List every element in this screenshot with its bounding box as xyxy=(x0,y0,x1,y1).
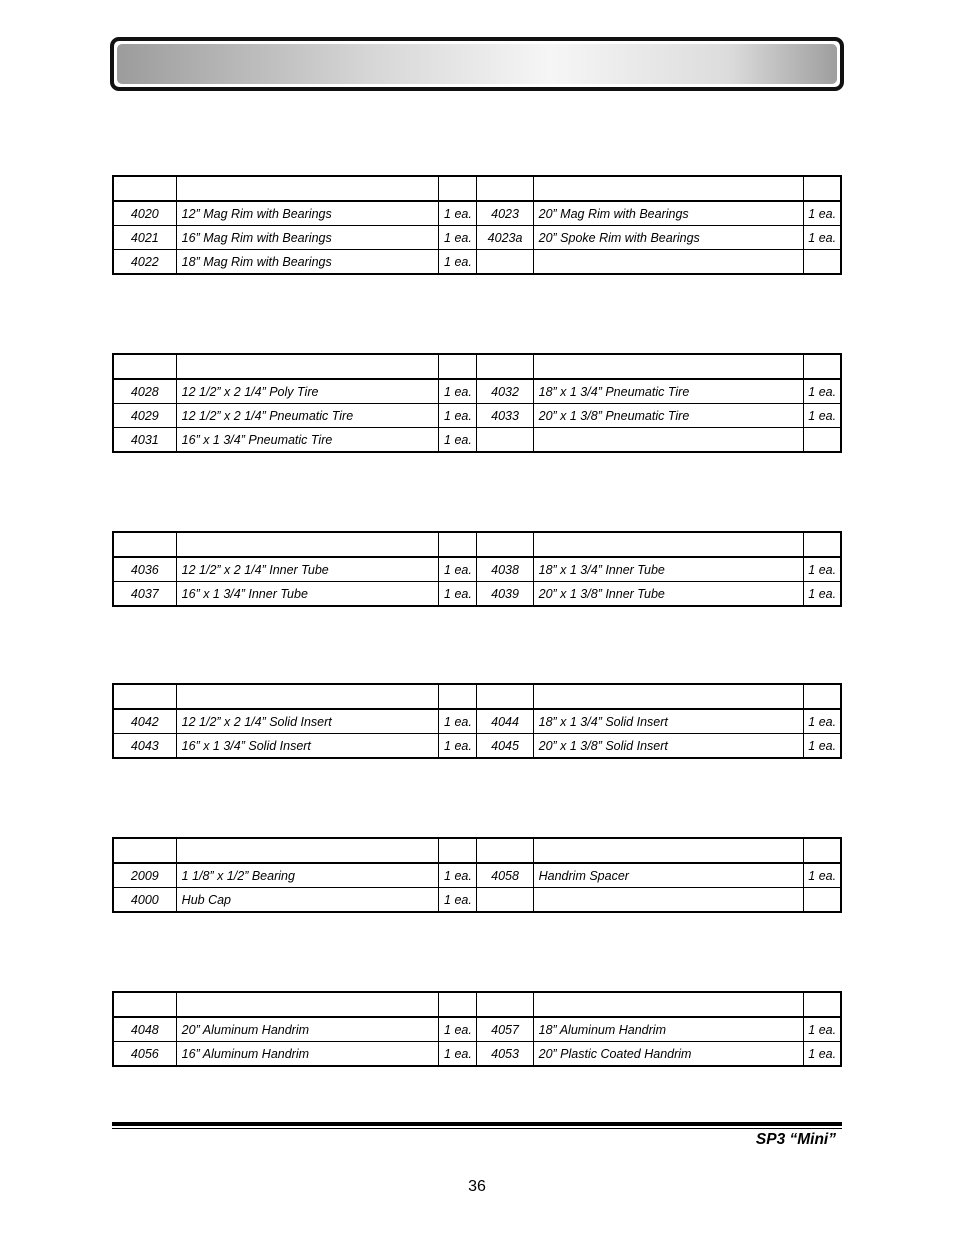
part-number-cell: 4036 xyxy=(113,557,176,582)
header-cell xyxy=(176,354,439,379)
part-description-cell: 20” Spoke Rim with Bearings xyxy=(533,226,804,250)
header-cell xyxy=(477,532,533,557)
table-header-row xyxy=(113,532,841,557)
part-number-cell: 4037 xyxy=(113,582,176,607)
part-number-cell: 4021 xyxy=(113,226,176,250)
part-description-cell: 18” Aluminum Handrim xyxy=(533,1017,804,1042)
part-quantity-cell: 1 ea. xyxy=(439,888,477,913)
table-row xyxy=(113,1017,841,1042)
table-row xyxy=(113,863,841,888)
table-header-row xyxy=(113,684,841,709)
part-quantity-cell: 1 ea. xyxy=(804,709,841,734)
header-cell xyxy=(804,532,841,557)
part-quantity-cell: 1 ea. xyxy=(804,734,841,759)
part-number-cell: 4057 xyxy=(477,1017,533,1042)
part-quantity-cell: 1 ea. xyxy=(439,734,477,759)
table-row xyxy=(113,582,841,607)
part-number-cell: 4033 xyxy=(477,404,533,428)
parts-table xyxy=(112,683,842,759)
header-cell xyxy=(477,354,533,379)
part-quantity-cell: 1 ea. xyxy=(804,404,841,428)
part-quantity-cell: 1 ea. xyxy=(439,709,477,734)
part-number-cell: 4032 xyxy=(477,379,533,404)
part-description-cell: 20” Mag Rim with Bearings xyxy=(533,201,804,226)
header-cell xyxy=(439,354,477,379)
part-quantity-cell xyxy=(804,888,841,913)
section-title-banner xyxy=(110,37,844,91)
page-number: 36 xyxy=(468,1178,486,1195)
parts-table xyxy=(112,353,842,453)
footer-rule-thin xyxy=(112,1128,842,1129)
table-row xyxy=(113,428,841,453)
part-description-cell xyxy=(533,250,804,275)
part-quantity-cell: 1 ea. xyxy=(804,1042,841,1067)
parts-table xyxy=(112,991,842,1067)
part-description-cell: 18” Mag Rim with Bearings xyxy=(176,250,439,275)
part-quantity-cell: 1 ea. xyxy=(804,201,841,226)
model-name: SP3 “Mini” xyxy=(755,1131,836,1148)
part-description-cell: 20” x 1 3/8” Solid Insert xyxy=(533,734,804,759)
part-number-cell: 4020 xyxy=(113,201,176,226)
header-cell xyxy=(533,838,804,863)
part-number-cell xyxy=(477,428,533,453)
part-quantity-cell: 1 ea. xyxy=(804,226,841,250)
part-description-cell: 12 1/2” x 2 1/4” Solid Insert xyxy=(176,709,439,734)
header-cell xyxy=(477,176,533,201)
part-number-cell: 4048 xyxy=(113,1017,176,1042)
part-quantity-cell xyxy=(804,250,841,275)
part-number-cell: 4031 xyxy=(113,428,176,453)
part-quantity-cell: 1 ea. xyxy=(439,863,477,888)
part-number-cell: 4056 xyxy=(113,1042,176,1067)
part-description-cell: 12” Mag Rim with Bearings xyxy=(176,201,439,226)
part-description-cell: 20” x 1 3/8” Inner Tube xyxy=(533,582,804,607)
part-description-cell: 12 1/2” x 2 1/4” Inner Tube xyxy=(176,557,439,582)
part-description-cell: 16” Aluminum Handrim xyxy=(176,1042,439,1067)
part-description-cell: 18” x 1 3/4” Pneumatic Tire xyxy=(533,379,804,404)
table-row xyxy=(113,250,841,275)
part-number-cell xyxy=(477,888,533,913)
part-quantity-cell: 1 ea. xyxy=(439,1042,477,1067)
part-number-cell: 4045 xyxy=(477,734,533,759)
header-cell xyxy=(533,176,804,201)
table-row xyxy=(113,888,841,913)
part-number-cell xyxy=(477,250,533,275)
part-description-cell: 20” Aluminum Handrim xyxy=(176,1017,439,1042)
header-cell xyxy=(113,176,176,201)
table-header-row xyxy=(113,354,841,379)
part-description-cell xyxy=(533,888,804,913)
part-quantity-cell: 1 ea. xyxy=(439,582,477,607)
part-description-cell: 16” x 1 3/4” Inner Tube xyxy=(176,582,439,607)
table-header-row xyxy=(113,176,841,201)
footer-rule xyxy=(112,1122,842,1126)
header-cell xyxy=(439,532,477,557)
table-header-row xyxy=(113,838,841,863)
header-cell xyxy=(176,532,439,557)
table-row xyxy=(113,404,841,428)
header-cell xyxy=(113,992,176,1017)
header-cell xyxy=(477,838,533,863)
header-cell xyxy=(533,684,804,709)
header-cell xyxy=(533,354,804,379)
part-description-cell xyxy=(533,428,804,453)
part-quantity-cell: 1 ea. xyxy=(439,226,477,250)
part-number-cell: 4028 xyxy=(113,379,176,404)
table-row xyxy=(113,379,841,404)
part-description-cell: Handrim Spacer xyxy=(533,863,804,888)
part-quantity-cell: 1 ea. xyxy=(804,863,841,888)
part-number-cell: 4058 xyxy=(477,863,533,888)
part-number-cell: 4023 xyxy=(477,201,533,226)
part-number-cell: 4043 xyxy=(113,734,176,759)
header-cell xyxy=(804,176,841,201)
part-description-cell: 1 1/8” x 1/2” Bearing xyxy=(176,863,439,888)
part-number-cell: 2009 xyxy=(113,863,176,888)
parts-table xyxy=(112,175,842,275)
banner-gradient xyxy=(117,44,837,84)
header-cell xyxy=(113,354,176,379)
part-description-cell: 18” x 1 3/4” Solid Insert xyxy=(533,709,804,734)
part-number-cell: 4023a xyxy=(477,226,533,250)
part-quantity-cell: 1 ea. xyxy=(439,1017,477,1042)
part-quantity-cell: 1 ea. xyxy=(439,250,477,275)
header-cell xyxy=(804,838,841,863)
table-row xyxy=(113,557,841,582)
table-header-row xyxy=(113,992,841,1017)
part-quantity-cell: 1 ea. xyxy=(804,1017,841,1042)
header-cell xyxy=(113,838,176,863)
part-quantity-cell: 1 ea. xyxy=(804,557,841,582)
part-description-cell: 16” Mag Rim with Bearings xyxy=(176,226,439,250)
header-cell xyxy=(113,684,176,709)
header-cell xyxy=(113,532,176,557)
header-cell xyxy=(533,532,804,557)
header-cell xyxy=(439,838,477,863)
part-quantity-cell: 1 ea. xyxy=(439,379,477,404)
part-number-cell: 4022 xyxy=(113,250,176,275)
header-cell xyxy=(176,838,439,863)
part-quantity-cell: 1 ea. xyxy=(439,201,477,226)
part-number-cell: 4029 xyxy=(113,404,176,428)
part-description-cell: 18” x 1 3/4” Inner Tube xyxy=(533,557,804,582)
header-cell xyxy=(477,992,533,1017)
part-quantity-cell: 1 ea. xyxy=(804,379,841,404)
part-description-cell: 16” x 1 3/4” Solid Insert xyxy=(176,734,439,759)
header-cell xyxy=(804,992,841,1017)
part-description-cell: 12 1/2” x 2 1/4” Poly Tire xyxy=(176,379,439,404)
header-cell xyxy=(804,684,841,709)
table-row xyxy=(113,201,841,226)
part-quantity-cell: 1 ea. xyxy=(439,428,477,453)
part-quantity-cell: 1 ea. xyxy=(439,404,477,428)
part-description-cell: 16” x 1 3/4” Pneumatic Tire xyxy=(176,428,439,453)
part-description-cell: 12 1/2” x 2 1/4” Pneumatic Tire xyxy=(176,404,439,428)
part-description-cell: 20” Plastic Coated Handrim xyxy=(533,1042,804,1067)
header-cell xyxy=(439,992,477,1017)
header-cell xyxy=(176,992,439,1017)
header-cell xyxy=(439,684,477,709)
header-cell xyxy=(804,354,841,379)
table-row xyxy=(113,226,841,250)
part-number-cell: 4053 xyxy=(477,1042,533,1067)
header-cell xyxy=(176,176,439,201)
part-description-cell: Hub Cap xyxy=(176,888,439,913)
part-number-cell: 4042 xyxy=(113,709,176,734)
parts-table xyxy=(112,837,842,913)
table-row xyxy=(113,1042,841,1067)
part-quantity-cell: 1 ea. xyxy=(439,557,477,582)
part-quantity-cell xyxy=(804,428,841,453)
parts-table xyxy=(112,531,842,607)
part-description-cell: 20” x 1 3/8” Pneumatic Tire xyxy=(533,404,804,428)
header-cell xyxy=(439,176,477,201)
part-number-cell: 4044 xyxy=(477,709,533,734)
header-cell xyxy=(477,684,533,709)
table-row xyxy=(113,709,841,734)
part-number-cell: 4039 xyxy=(477,582,533,607)
part-number-cell: 4000 xyxy=(113,888,176,913)
part-number-cell: 4038 xyxy=(477,557,533,582)
header-cell xyxy=(176,684,439,709)
header-cell xyxy=(533,992,804,1017)
part-quantity-cell: 1 ea. xyxy=(804,582,841,607)
table-row xyxy=(113,734,841,759)
